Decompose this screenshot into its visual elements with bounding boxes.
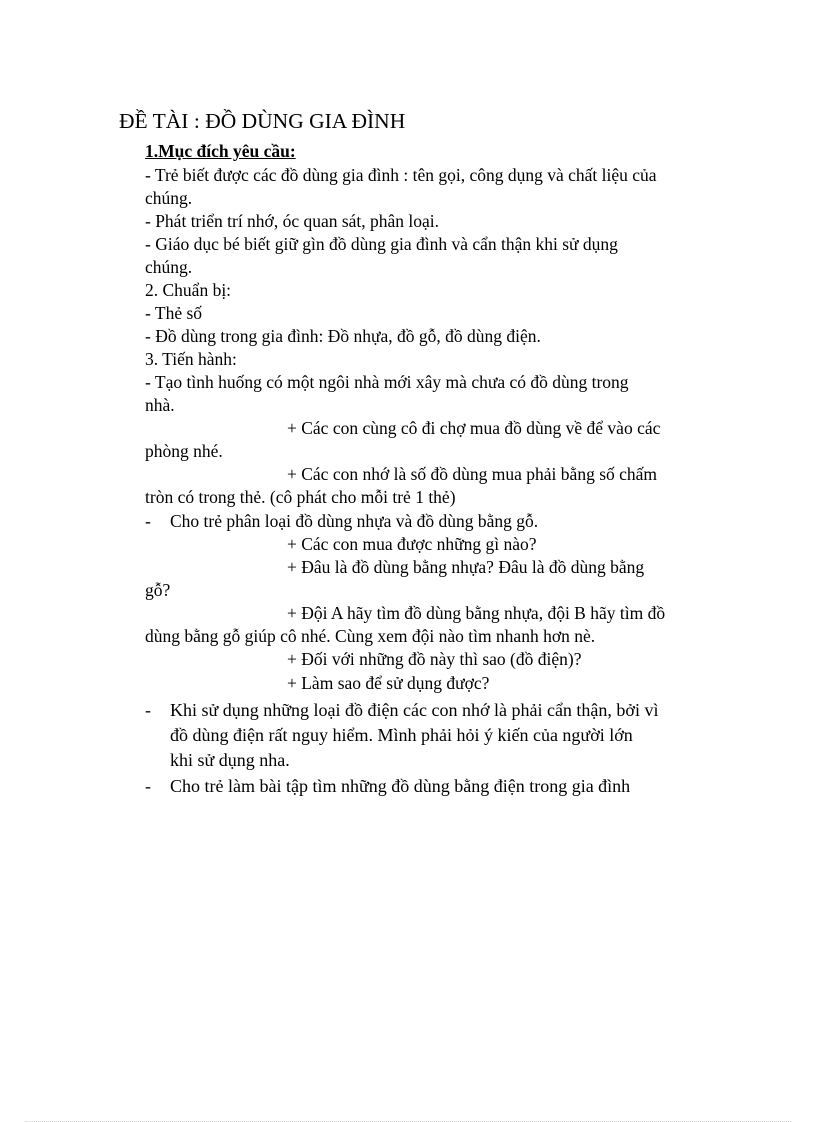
section-heading-procedure: 3. Tiến hành: [145,349,237,369]
text-line: + Đội A hãy tìm đồ dùng bằng nhựa, đội B hãy tìm đồ [287,603,666,623]
text-line: + Các con cùng cô đi chợ mua đồ dùng về để vào các [287,418,661,438]
text-line: chúng. [145,257,193,277]
text-line: - Thẻ số [145,303,203,323]
text-line: Cho trẻ làm bài tập tìm những đồ dùng bằng điện trong gia đình [170,776,631,796]
text-line: + Đối với những đồ này thì sao (đồ điện)? [287,649,582,669]
text-line: khi sử dụng nha. [170,750,290,770]
text-line: tròn có trong thẻ. (cô phát cho mỗi trẻ 1 thẻ) [145,487,456,507]
text-line: nhà. [145,395,175,415]
text-line: + Đâu là đồ dùng bằng nhựa? Đâu là đồ dùng bằng [287,557,645,577]
list-dash: - [145,776,151,796]
list-dash: - [145,511,151,531]
page-footer-rule [25,1121,791,1122]
text-line: - Trẻ biết được các đồ dùng gia đình : tên gọi, công dụng và chất liệu của [145,165,657,185]
text-line: dùng bằng gỗ giúp cô nhé. Cùng xem đội nào tìm nhanh hơn nè. [145,626,596,646]
text-line: chúng. [145,188,193,208]
list-dash: - [145,700,151,720]
text-line: Khi sử dụng những loại đồ điện các con nhớ là phải cẩn thận, bởi vì [170,700,659,720]
section-heading-preparation: 2. Chuẩn bị: [145,280,232,300]
text-line: - Phát triển trí nhớ, óc quan sát, phân loại. [145,211,440,231]
text-line: đồ dùng điện rất nguy hiểm. Mình phải hỏi ý kiến của người lớn [170,725,633,745]
document-title: ĐỀ TÀI : ĐỒ DÙNG GIA ĐÌNH [119,109,406,133]
text-line: phòng nhé. [145,441,223,461]
text-line: - Tạo tình huống có một ngôi nhà mới xây mà chưa có đồ dùng trong [145,372,629,392]
text-line: + Các con mua được những gì nào? [287,534,537,554]
text-line: gỗ? [145,580,171,600]
section-heading-objectives: 1.Mục đích yêu cầu: [145,141,296,161]
text-line: + Làm sao để sử dụng được? [287,673,490,693]
text-line: Cho trẻ phân loại đồ dùng nhựa và đồ dùng bằng gỗ. [170,511,539,531]
text-line: - Đồ dùng trong gia đình: Đồ nhựa, đồ gỗ, đồ dùng điện. [145,326,541,346]
text-line: - Giáo dục bé biết giữ gìn đồ dùng gia đình và cẩn thận khi sử dụng [145,234,618,254]
text-line: + Các con nhớ là số đồ dùng mua phải bằng số chấm [287,464,658,484]
